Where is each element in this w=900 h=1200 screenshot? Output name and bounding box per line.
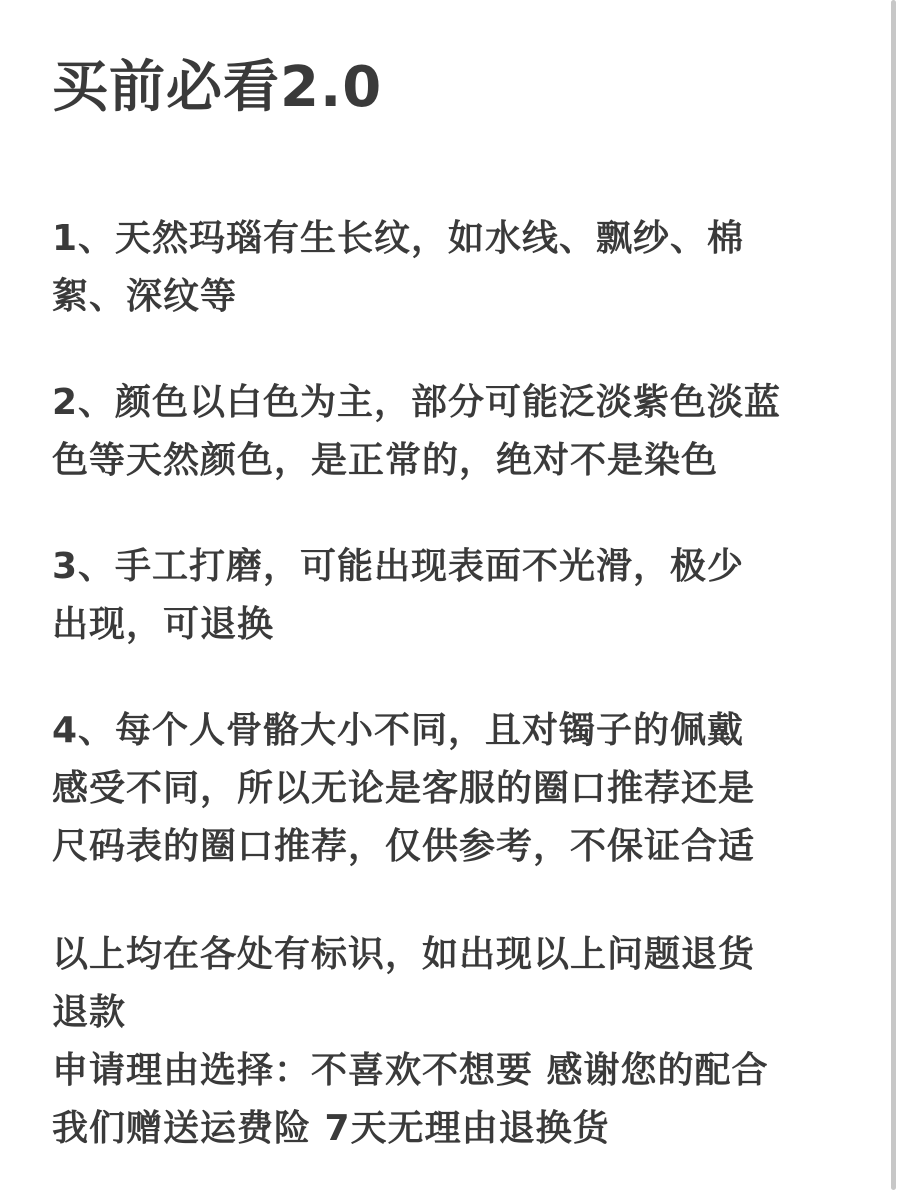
- document-title: 买前必看2.0: [52, 55, 383, 120]
- notes-list: [52, 210, 862, 876]
- note-item-1: 1、天然玛瑙有生长纹，如水线、飘纱、棉 絮、深纹等: [52, 218, 745, 317]
- vertical-scrollbar[interactable]: [890, 0, 900, 1200]
- note-item-3: 3、手工打磨，可能出现表面不光滑，极少 出现，可退换: [52, 546, 745, 645]
- note-item-4: 4、每个人骨骼大小不同，且对镯子的佩戴 感受不同，所以无论是客服的圈口推荐还是 尺码表的圈口推荐，仅供参考，不保证合适: [52, 710, 756, 867]
- footer-text: 以上均在各处有标识，如出现以上问题退货 退款 申请理由选择：不喜欢不想要 感谢您的配合 我们赠送运费险 7天无理由退换货: [52, 934, 769, 1149]
- scrollbar-thumb[interactable]: [891, 0, 896, 1190]
- document-page: [52, 50, 862, 1158]
- note-item-2: 2、颜色以白色为主，部分可能泛淡紫色淡蓝 色等天然颜色，是正常的，绝对不是染色: [52, 382, 782, 481]
